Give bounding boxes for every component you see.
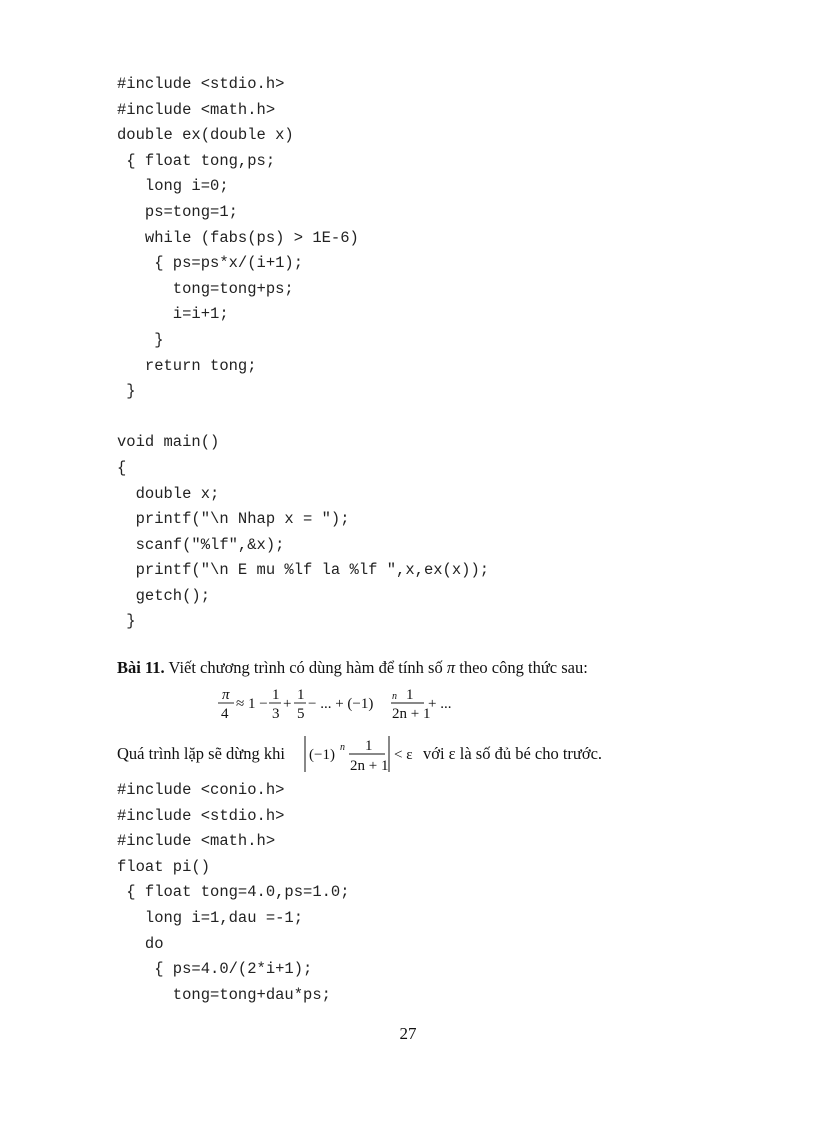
lhs-denominator: 4 <box>221 706 229 722</box>
lhs-numerator: π <box>222 687 230 703</box>
frac1-numerator: 1 <box>272 687 280 703</box>
code-line: do <box>117 934 164 953</box>
code-line: double x; <box>117 484 220 503</box>
code-line: long i=0; <box>117 177 229 196</box>
frac2-denominator: 5 <box>297 706 305 722</box>
page-number: 27 <box>399 1024 417 1043</box>
code-line: } <box>117 330 164 349</box>
exponent-n: n <box>392 691 397 702</box>
code-line: printf("\n Nhap x = "); <box>117 510 350 529</box>
code-line: #include <stdio.h> <box>117 806 285 825</box>
frac1-denominator: 3 <box>272 706 280 722</box>
stop-exponent-n: n <box>340 742 345 753</box>
exercise-heading <box>117 658 588 678</box>
code-line: #include <math.h> <box>117 832 276 851</box>
frac3-denominator: 2n + 1 <box>392 706 431 722</box>
code-line: tong=tong+dau*ps; <box>117 985 331 1004</box>
code-line: scanf("%lf",&x); <box>117 535 285 554</box>
exercise-text-2: theo công thức sau: <box>455 658 588 677</box>
code-line: ps=tong=1; <box>117 202 238 221</box>
exercise-text-1: Viết chương trình có dùng hàm để tính số <box>164 658 447 677</box>
code-line: printf("\n E mu %lf la %lf ",x,ex(x)); <box>117 561 490 580</box>
pi-symbol: π <box>446 658 456 677</box>
code-line: void main() <box>117 433 220 452</box>
code-line: { float tong=4.0,ps=1.0; <box>117 883 350 902</box>
code-line: { ps=4.0/(2*i+1); <box>117 960 313 979</box>
code-line: { <box>117 458 127 477</box>
code-line: tong=tong+ps; <box>117 279 294 298</box>
code-line: getch(); <box>117 586 211 605</box>
code-line: #include <conio.h> <box>117 781 285 799</box>
frac3-numerator: 1 <box>406 687 414 703</box>
code-line: double ex(double x) <box>117 126 294 145</box>
stop-less-than-eps: < ε <box>394 747 413 763</box>
stop-frac-numerator: 1 <box>365 738 373 754</box>
code-line: { ps=ps*x/(i+1); <box>117 254 304 273</box>
code-line <box>117 405 489 431</box>
code-line: #include <math.h> <box>117 100 276 119</box>
plus-sign: + <box>283 696 292 712</box>
frac2-numerator: 1 <box>297 687 305 703</box>
stop-term: (−1) <box>309 747 335 763</box>
code-line: #include <stdio.h> <box>117 75 285 93</box>
code-line: return tong; <box>117 356 257 375</box>
code-line: while (fabs(ps) > 1E-6) <box>117 228 359 247</box>
code-line: } <box>117 382 136 401</box>
approx-one: ≈ 1 − <box>236 696 268 712</box>
code-block-ex <box>117 72 489 635</box>
code-block-pi <box>117 778 350 1008</box>
code-line: } <box>117 612 136 631</box>
code-line: { float tong,ps; <box>117 151 276 170</box>
exercise-label: Bài 11. <box>117 658 165 677</box>
stop-text-before: Quá trình lặp sẽ dừng khi <box>117 744 285 763</box>
code-line: float pi() <box>117 857 211 876</box>
code-line: i=i+1; <box>117 305 229 324</box>
stop-condition-line <box>117 733 657 775</box>
code-line: long i=1,dau =-1; <box>117 908 304 927</box>
pi-series-formula <box>216 683 476 723</box>
stop-frac-denominator: 2n + 1 <box>350 758 389 774</box>
formula-tail: + ... <box>428 696 452 712</box>
stop-text-after: với ε là số đủ bé cho trước. <box>423 744 603 763</box>
middle-terms: − ... + (−1) <box>308 696 374 712</box>
